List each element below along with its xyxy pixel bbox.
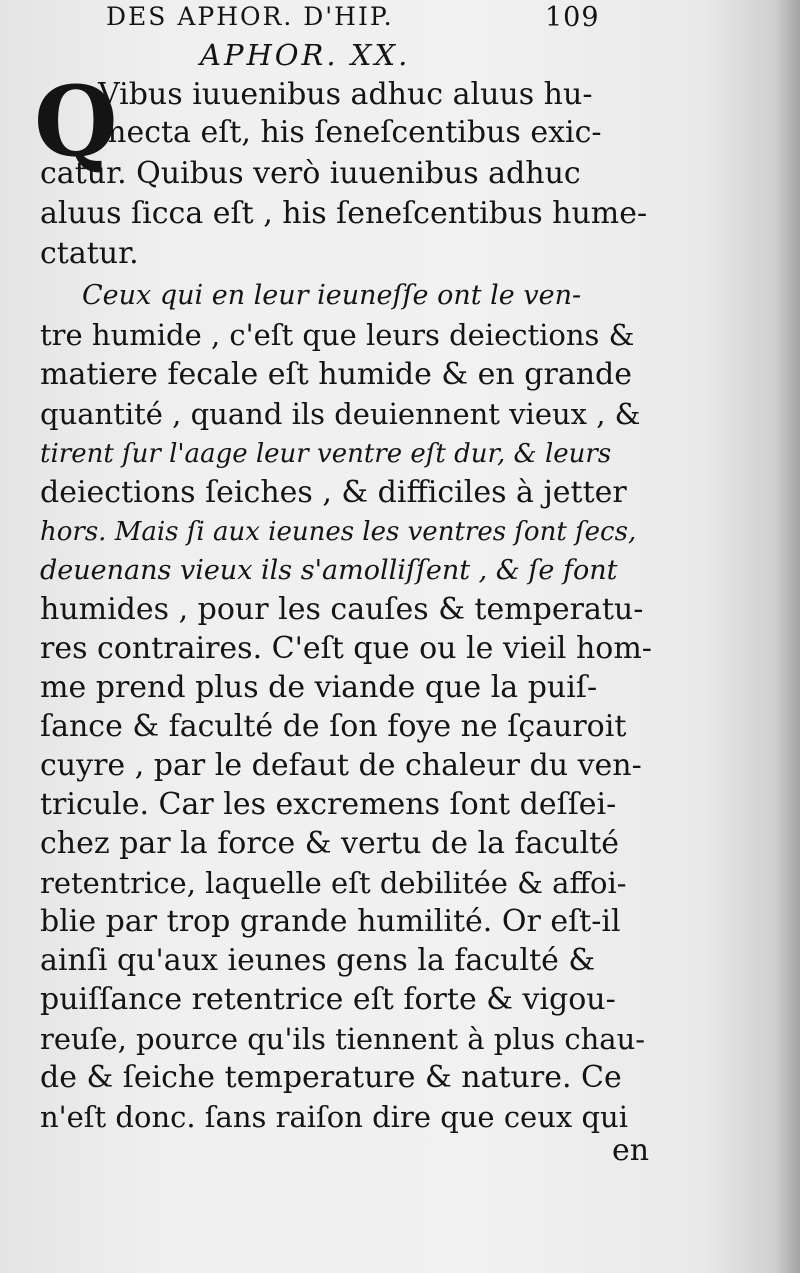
commentary-line: matiere fecale eſt humide & en grande: [40, 357, 632, 392]
catchword: en: [612, 1133, 650, 1168]
commentary-line: ainſi qu'aux ieunes gens la faculté &: [40, 943, 596, 978]
commentary-line: res contraires. C'eſt que ou le vieil hom-: [40, 631, 652, 666]
aphorism-title: APHOR. XX.: [200, 38, 411, 72]
page-number: 109: [545, 2, 600, 33]
commentary-line: tricule. Car les excremens ſont deſſei-: [40, 787, 617, 822]
commentary-line: ſance & faculté de ſon foye ne ſçauroit: [40, 709, 627, 744]
commentary-line: Ceux qui en leur ieuneſſe ont le ven-: [82, 280, 582, 311]
commentary-line: reuſe, pource qu'ils tiennent à plus chau-: [40, 1022, 646, 1056]
commentary-line: chez par la force & vertu de la faculté: [40, 826, 620, 861]
commentary-line: puiſſance retentrice eſt forte & vigou-: [40, 982, 616, 1017]
commentary-line: deiections ſeiches , & difficiles à jetter: [40, 475, 627, 510]
page-gutter-shadow: [774, 0, 800, 1273]
commentary-line: retentrice, laquelle eſt debilitée & affoi-: [40, 866, 627, 900]
commentary-line: me prend plus de viande que la puiſ-: [40, 670, 598, 705]
commentary-line: humides , pour les cauſes & temperatu-: [40, 592, 644, 627]
running-head: [0, 2, 800, 36]
commentary-line: tirent ſur l'aage leur ventre eſt dur, & leurs: [40, 439, 612, 469]
latin-line: aluus ſicca eſt , his ſeneſcentibus hume-: [40, 196, 648, 231]
commentary-line: de & ſeiche temperature & nature. Ce: [40, 1060, 622, 1095]
commentary-line: blie par trop grande humilité. Or eſt-il: [40, 904, 621, 939]
commentary-line: n'eſt donc. ſans raiſon dire que ceux qui: [40, 1100, 628, 1134]
latin-line: catur. Quibus verò iuuenibus adhuc: [40, 156, 581, 191]
drop-cap: Q: [34, 65, 118, 178]
commentary-line: cuyre , par le defaut de chaleur du ven-: [40, 748, 642, 783]
commentary-line: quantité , quand ils deuiennent vieux , &: [40, 397, 641, 431]
latin-line: Vibus iuuenibus adhuc aluus hu-: [98, 77, 593, 112]
latin-line: ctatur.: [40, 236, 139, 271]
running-head-title: DES APHOR. D'HIP.: [106, 2, 394, 31]
commentary-line: deuenans vieux ils s'amolliſſent , & ſe font: [40, 555, 618, 586]
commentary-line: tre humide , c'eſt que leurs deiections &: [40, 318, 635, 352]
latin-line: mecta eſt, his ſeneſcentibus exic-: [98, 115, 602, 150]
commentary-line: hors. Mais ſi aux ieunes les ventres ſont ſecs,: [40, 517, 637, 547]
